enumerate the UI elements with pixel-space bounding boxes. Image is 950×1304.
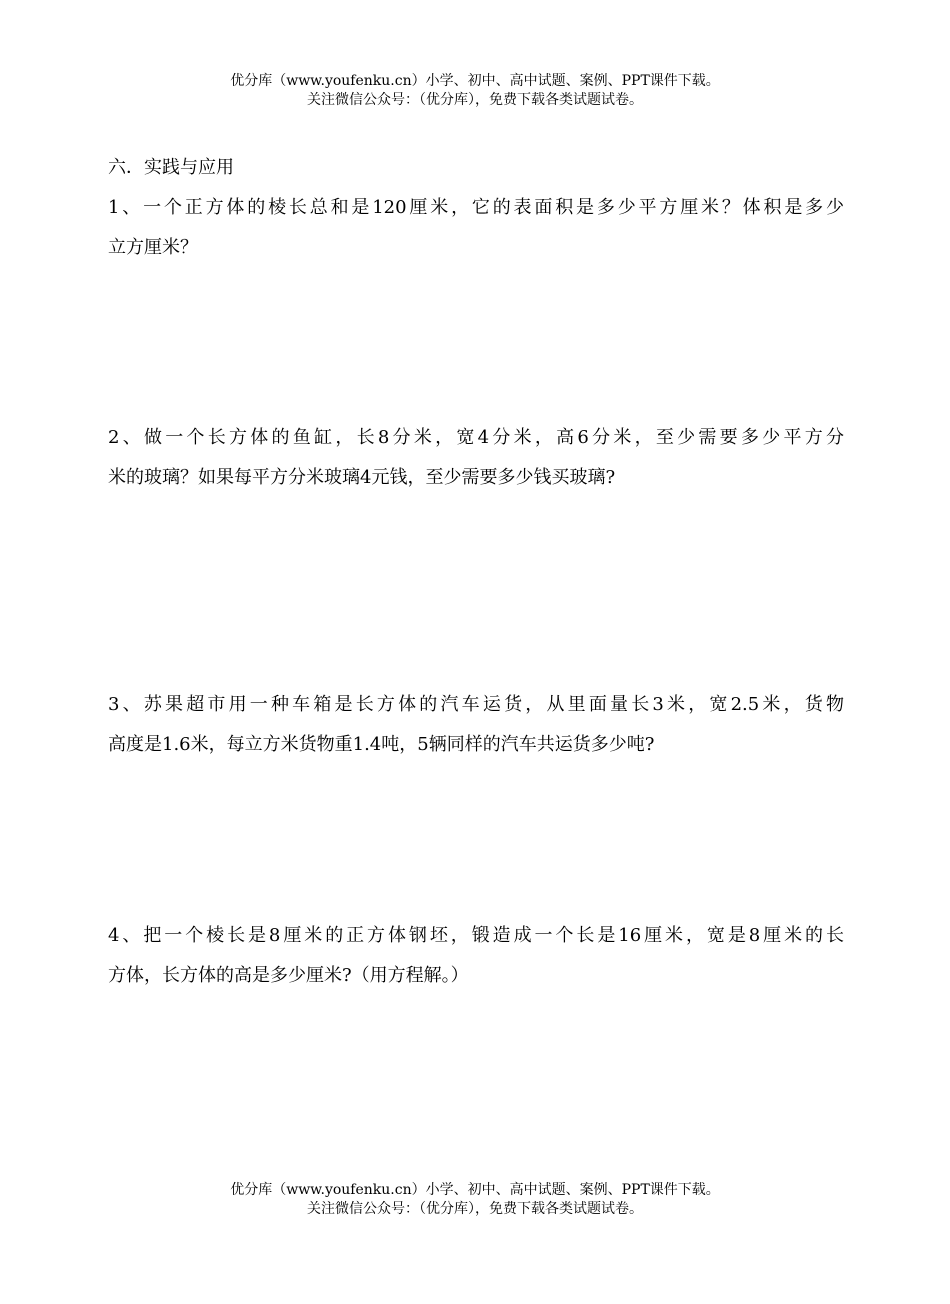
question-3-line-2: 高度是1.6米，每立方米货物重1.4吨，5辆同样的汽车共运货多少吨? bbox=[108, 734, 655, 755]
section-title: 六．实践与应用 bbox=[108, 157, 234, 178]
question-4-line-2: 方体，长方体的高是多少厘米?（用方程解。） bbox=[108, 965, 469, 986]
question-2-line-2: 米的玻璃？如果每平方分米玻璃4元钱，至少需要多少钱买玻璃? bbox=[108, 467, 616, 488]
footer-line-1: 优分库（www.youfenku.cn）小学、初中、高中试题、案例、PPT课件下载。 bbox=[230, 1182, 720, 1198]
question-3-line-1: 3、苏果超市用一种车箱是长方体的汽车运货，从里面量长3米，宽2.5米，货物 bbox=[108, 694, 844, 715]
footer-line-2: 关注微信公众号：（优分库），免费下载各类试题试卷。 bbox=[307, 1201, 643, 1217]
question-1-line-2: 立方厘米？ bbox=[108, 237, 198, 258]
header-line-2: 关注微信公众号：（优分库），免费下载各类试题试卷。 bbox=[307, 92, 643, 108]
question-4-line-1: 4、把一个棱长是8厘米的正方体钢坯，锻造成一个长是16厘米，宽是8厘米的长 bbox=[108, 925, 844, 946]
question-2-line-1: 2、做一个长方体的鱼缸，长8分米，宽4分米，高6分米，至少需要多少平方分 bbox=[108, 427, 844, 448]
header-line-1: 优分库（www.youfenku.cn）小学、初中、高中试题、案例、PPT课件下载。 bbox=[230, 73, 720, 89]
question-1-line-1: 1、一个正方体的棱长总和是120厘米，它的表面积是多少平方厘米？体积是多少 bbox=[108, 197, 844, 218]
